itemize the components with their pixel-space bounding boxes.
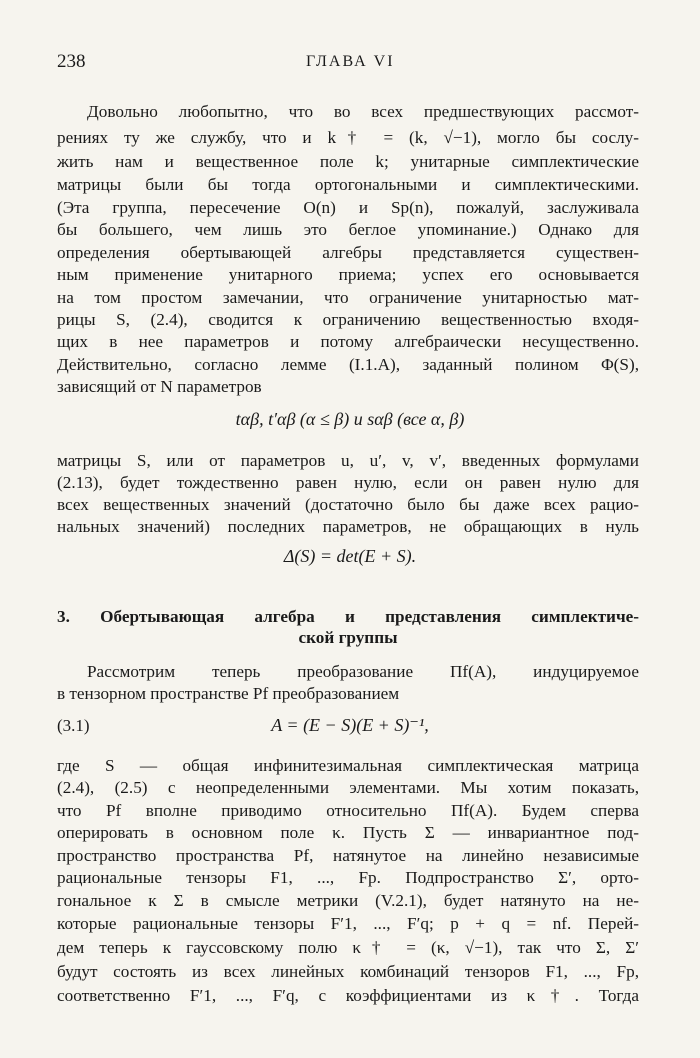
text-line: матрицы S, или от параметров u, u′, v, v′, введенных формулами: [57, 451, 639, 470]
text-line: ным применение унитарного приема; успех его основывается: [57, 265, 639, 284]
formula-parameters: tαβ, t′αβ (α ≤ β) и sαβ (все α, β): [235, 409, 465, 429]
text-line: на том простом замечании, что ограничение унитарностью мат-: [57, 288, 639, 307]
equation-3-1: A = (E − S)(E + S)⁻¹,: [271, 715, 429, 735]
text-line: Довольно любопытно, что во всех предшествующих рассмот-: [87, 102, 639, 121]
text-line: что Pf вполне приводимо относительно Πf(A). Будем сперва: [57, 801, 639, 820]
text-line: нальных значений) последних параметров, не обращающих в нуль: [57, 517, 639, 536]
text-line: рациональные тензоры F1, ..., Fp. Подпространство Σ′, орто-: [57, 868, 639, 887]
text-line: Действительно, согласно лемме (I.1.A), заданный полином Φ(S),: [57, 355, 639, 374]
text-line: рениях ту же службу, что и k† = (k, √−1), могло бы сослу-: [57, 128, 639, 147]
text-line: в тензорном пространстве Pf преобразованием: [57, 684, 400, 703]
text-line: бы большего, чем лишь это беглое упоминание.) Однако для: [57, 220, 639, 239]
text-line: (2.13), будет тождественно равен нулю, если он равен нулю для: [57, 473, 639, 492]
section-heading: 3. Обертывающая алгебра и представления симплектиче-: [57, 607, 639, 626]
text-line: определения обертывающей алгебры представляется существен-: [57, 243, 639, 262]
text-line: гональное к Σ в смысле метрики (V.2.1), будет натянуто на не-: [57, 891, 639, 910]
text-line: (Эта группа, пересечение O(n) и Sp(n), пожалуй, заслуживала: [57, 198, 639, 217]
text-line: пространство пространства Pf, натянутое на линейно независимые: [57, 846, 639, 865]
text-line: будут состоять из всех линейных комбинаций тензоров F1, ..., Fp,: [57, 962, 639, 981]
text-line: соответственно F′1, ..., F′q, с коэффициентами из κ†. Тогда: [57, 986, 639, 1005]
text-line: где S — общая инфинитезимальная симплектическая матрица: [57, 756, 639, 775]
text-line: рицы S, (2.4), сводится к ограничению вещественностью входя-: [57, 310, 639, 329]
text-line: оперировать в основном поле κ. Пусть Σ — инвариантное под-: [57, 823, 639, 842]
text-line: которые рациональные тензоры F′1, ..., F′q; p + q = nf. Перей-: [57, 914, 639, 933]
text-line: Рассмотрим теперь преобразование Πf(A), индуцируемое: [87, 662, 639, 681]
formula-determinant: Δ(S) = det(E + S).: [283, 546, 417, 566]
page-number: 238: [57, 51, 86, 72]
text-line: жить нам и вещественное поле k; унитарные симплектические: [57, 152, 639, 171]
equation-number: (3.1): [57, 716, 90, 735]
chapter-title: ГЛАВА VI: [306, 53, 395, 70]
text-line: всех вещественных значений (достаточно было бы даже всех рацио-: [57, 495, 639, 514]
text-line: (2.4), (2.5) с неопределенными элементами. Мы хотим показать,: [57, 778, 639, 797]
text-line: щих в нее параметров и потому алгебраически несущественно.: [57, 332, 639, 351]
section-heading-continued: ской группы: [298, 628, 398, 647]
text-line: дем теперь к гауссовскому полю κ† = (κ, √−1), так что Σ, Σ′: [57, 938, 639, 957]
text-line: зависящий от N параметров: [57, 377, 262, 396]
text-line: матрицы были бы тогда ортогональными и симплектическими.: [57, 175, 639, 194]
